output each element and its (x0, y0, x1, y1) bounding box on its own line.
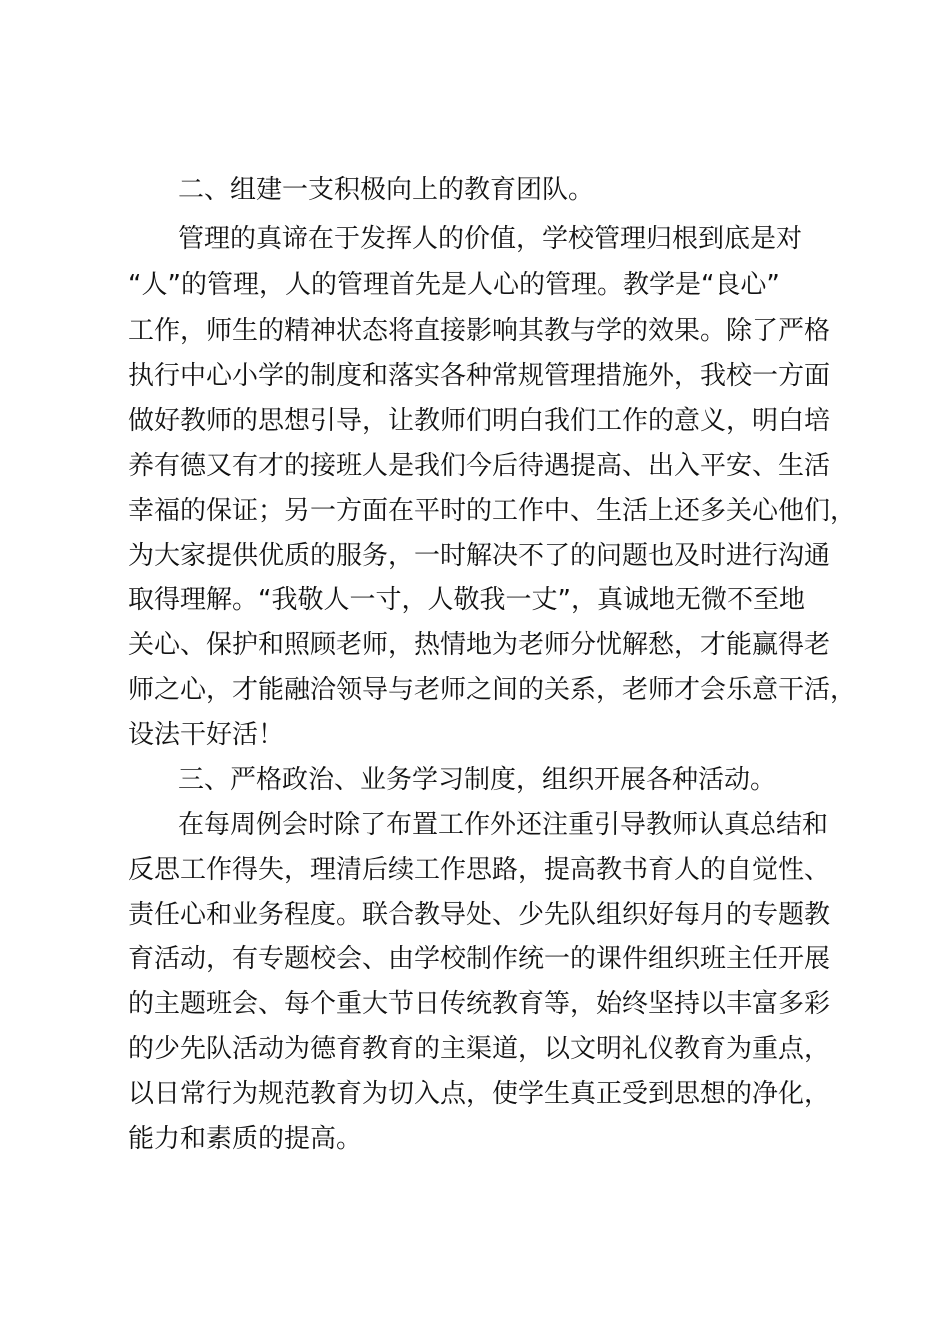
paragraph-line: 执行中心小学的制度和落实各种常规管理措施外，我校一方面 (128, 361, 831, 391)
paragraph-line: 师之心，才能融洽领导与老师之间的关系，老师才会乐意干活， (128, 675, 857, 705)
paragraph-line: 设法干好活！ (128, 720, 285, 750)
paragraph-line: 的少先队活动为德育教育的主渠道，以文明礼仪教育为重点， (128, 1034, 831, 1064)
paragraph-line: 的主题班会、每个重大节日传统教育等，始终坚持以丰富多彩 (128, 989, 831, 1019)
paragraph-line: 工作，师生的精神状态将直接影响其教与学的效果。除了严格 (128, 316, 831, 346)
paragraph-line: 为大家提供优质的服务，一时解决不了的问题也及时进行沟通 (128, 541, 831, 571)
section-heading-2: 二、组建一支积极向上的教育团队。 (178, 175, 595, 205)
paragraph-line: “人”的管理，人的管理首先是人心的管理。教学是“良心” (128, 270, 780, 300)
paragraph-line: 关心、保护和照顾老师，热情地为老师分忧解愁，才能赢得老 (128, 630, 831, 660)
paragraph-line: 育活动，有专题校会、由学校制作统一的课件组织班主任开展 (128, 944, 831, 974)
paragraph-line: 反思工作得失，理清后续工作思路，提高教书育人的自觉性、 (128, 855, 831, 885)
section-heading-3: 三、严格政治、业务学习制度，组织开展各种活动。 (178, 765, 777, 795)
paragraph-line: 以日常行为规范教育为切入点，使学生真正受到思想的净化， (128, 1079, 831, 1109)
paragraph-line: 在每周例会时除了布置工作外还注重引导教师认真总结和 (178, 810, 829, 840)
paragraph-line: 责任心和业务程度。联合教导处、少先队组织好每月的专题教 (128, 900, 831, 930)
paragraph-line: 养有德又有才的接班人是我们今后待遇提高、出入平安、生活 (128, 451, 831, 481)
paragraph-line: 做好教师的思想引导，让教师们明白我们工作的意义，明白培 (128, 406, 831, 436)
paragraph-line: 取得理解。“我敬人一寸，人敬我一丈”，真诚地无微不至地 (128, 585, 805, 615)
paragraph-line: 管理的真谛在于发挥人的价值，学校管理归根到底是对 (178, 224, 803, 254)
paragraph-line: 幸福的保证；另一方面在平时的工作中、生活上还多关心他们， (128, 496, 857, 526)
paragraph-line: 能力和素质的提高。 (128, 1124, 363, 1154)
